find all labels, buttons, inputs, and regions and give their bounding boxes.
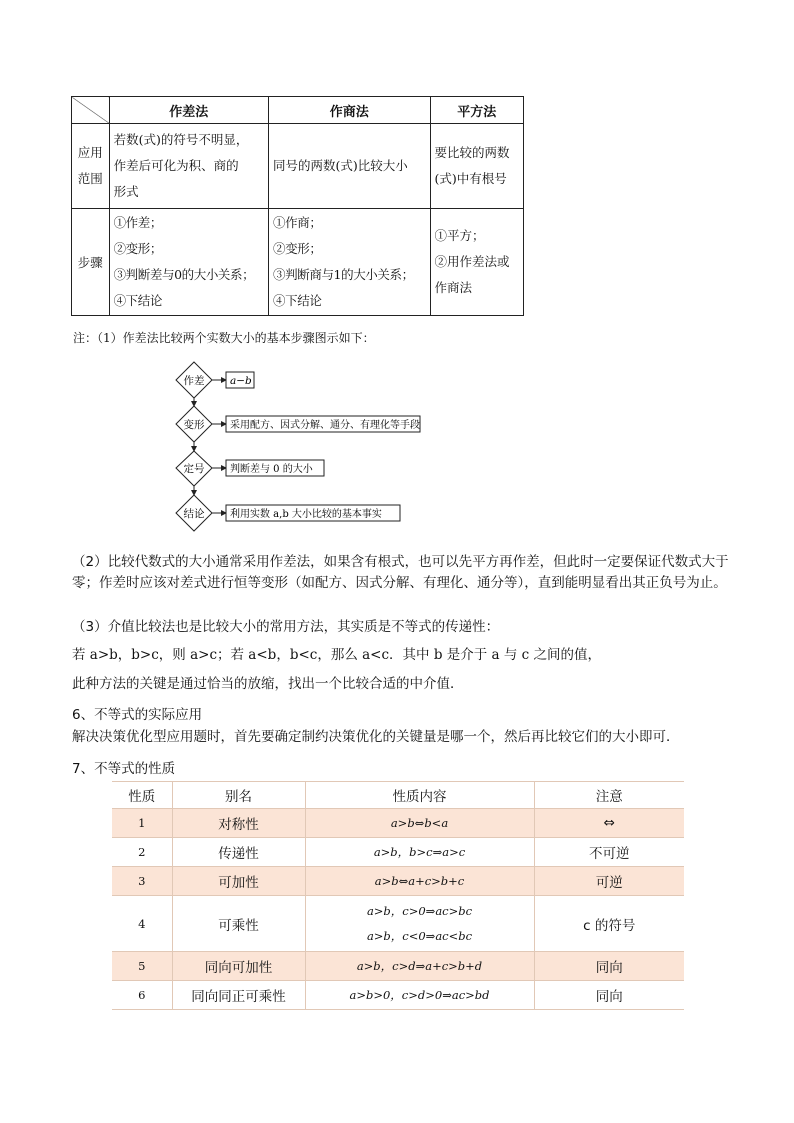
- inequality-properties-table: [112, 781, 684, 1010]
- row-label-line: 范围: [77, 171, 103, 186]
- table-row: [112, 809, 684, 838]
- property-alias: 可乘性: [172, 896, 305, 952]
- row-label-line: 步骤: [77, 255, 103, 270]
- cell-line: ②变形；: [273, 241, 322, 256]
- note-intro: 注：（1）作差法比较两个实数大小的基本步骤图示如下：: [73, 331, 375, 345]
- row-label-line: 应用: [77, 145, 103, 160]
- cell-line: 作差后可化为积、商的: [113, 158, 239, 173]
- header-property-number: 性质: [112, 782, 172, 809]
- property-number: 6: [112, 981, 172, 1010]
- cell-line: 要比较的两数: [434, 145, 510, 160]
- paragraph-3: （3）介值比较法也是比较大小的常用方法，其实质是不等式的传递性：: [72, 619, 500, 635]
- cell-line: 若数(式)的符号不明显，: [113, 132, 249, 147]
- table-row: [112, 867, 684, 896]
- property-note: 不可逆: [534, 838, 684, 867]
- cell-line: 形式: [113, 184, 139, 199]
- paragraph-4: 若 a>b，b>c，则 a>c；若 a<b，b<c，那么 a<c．其中 b 是介于 a 与 c 之间的值，: [72, 647, 602, 663]
- header-quotient-method: 作商法: [269, 97, 431, 124]
- paragraph-2: （2）比较代数式的大小通常采用作差法，如果含有根式，也可以先平方再作差，但此时一定要保证代数式大于零；作差时应该对差式进行恒等变形（如配方、因式分解、有理化、通分等），直到能明显看出其正负号为止。: [72, 554, 729, 591]
- flow-node-label: 定号: [183, 463, 205, 475]
- flow-box-text: a−b: [230, 375, 252, 387]
- table-row: [112, 896, 684, 952]
- cell-line: ①平方；: [434, 228, 485, 243]
- header-note: 注意: [534, 782, 684, 809]
- section-heading-6: 6、不等式的实际应用: [72, 707, 203, 723]
- property-content: a>b>0，c>d>0⇒ac>bd: [305, 981, 534, 1010]
- property-note: 同向: [534, 981, 684, 1010]
- header-alias: 别名: [172, 782, 305, 809]
- cell-line: ④下结论: [273, 293, 322, 308]
- cell-line: ②变形；: [113, 241, 162, 256]
- cell-line: ③判断差与0的大小关系；: [113, 267, 255, 282]
- property-alias: 可加性: [172, 867, 305, 896]
- header-difference-method: 作差法: [109, 97, 268, 124]
- flow-node-label: 变形: [183, 419, 205, 431]
- cell-line: (式)中有根号: [434, 171, 507, 186]
- table-row: [112, 838, 684, 867]
- flow-box-text: 采用配方、因式分解、通分、有理化等手段: [230, 420, 420, 431]
- property-content: a>b，c>d⇒a+c>b+d: [305, 952, 534, 981]
- header-property-content: 性质内容: [305, 782, 534, 809]
- cell-line: ②用作差法或: [434, 254, 510, 269]
- cell-line: 同号的两数(式)比较大小: [273, 158, 408, 173]
- property-number: 2: [112, 838, 172, 867]
- table-row: [112, 952, 684, 981]
- property-number: 5: [112, 952, 172, 981]
- property-note: ⇔: [534, 809, 684, 838]
- flow-box-text: 判断差与 0 的大小: [230, 464, 313, 475]
- property-content-line: a>b，c>0⇒ac>bc: [366, 903, 473, 918]
- property-number: 1: [112, 809, 172, 838]
- property-number: 4: [112, 896, 172, 952]
- cell-line: ①作商；: [273, 215, 322, 230]
- flow-node-label: 作差: [183, 375, 205, 387]
- property-content: a>b⇔a+c>b+c: [305, 867, 534, 896]
- cell-line: ④下结论: [113, 293, 162, 308]
- difference-method-flowchart: [0, 0, 794, 560]
- flow-node-label: 结论: [183, 508, 205, 520]
- table-header-row: [112, 782, 684, 809]
- section-heading-7: 7、不等式的性质: [72, 761, 176, 777]
- property-content: a>b，b>c⇒a>c: [305, 838, 534, 867]
- paragraph-6: 解决决策优化型应用题时，首先要确定制约决策优化的关键量是哪一个，然后再比较它们的大小即可．: [72, 729, 680, 745]
- header-square-method: 平方法: [430, 97, 523, 124]
- property-alias: 传递性: [172, 838, 305, 867]
- property-content-line: a>b，c<0⇒ac<bc: [366, 928, 473, 943]
- property-number: 3: [112, 867, 172, 896]
- property-content: a>b⇔b<a: [305, 809, 534, 838]
- cell-line: ①作差；: [113, 215, 162, 230]
- cell-line: ③判断商与1的大小关系；: [273, 267, 414, 282]
- paragraph-5: 此种方法的关键是通过恰当的放缩，找出一个比较合适的中介值．: [72, 676, 464, 692]
- table-row: [112, 981, 684, 1010]
- flow-box-text: 利用实数 a,b 大小比较的基本事实: [230, 509, 382, 520]
- cell-line: 作商法: [434, 280, 473, 295]
- property-alias: 同向同正可乘性: [172, 981, 305, 1010]
- property-alias: 对称性: [172, 809, 305, 838]
- property-alias: 同向可加性: [172, 952, 305, 981]
- property-note: 同向: [534, 952, 684, 981]
- property-note: c 的符号: [534, 896, 684, 952]
- property-note: 可逆: [534, 867, 684, 896]
- property-content: [305, 896, 534, 952]
